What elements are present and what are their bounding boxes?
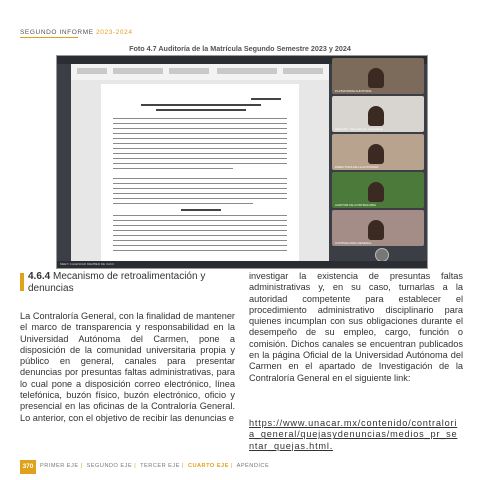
participant-video-tile (332, 96, 424, 132)
photo-document-area (71, 80, 329, 261)
participant-video-tile (332, 134, 424, 170)
participant-video-tile (332, 58, 424, 94)
nav-cuarto-eje[interactable]: CUARTO EJE (187, 463, 229, 469)
meeting-label: MEET: CALENDAR MEMBER DE UACC (60, 262, 115, 266)
participant-video-tile (332, 210, 424, 246)
avatar (375, 248, 389, 262)
participant-label: CONTRALORIA GENERAL (335, 241, 372, 245)
photo-document-toolbar (71, 64, 329, 81)
report-title: SEGUNDO INFORME (20, 29, 94, 36)
participant-label: UNACAR - Dirección de Contraloría (335, 127, 383, 131)
section-heading (28, 271, 238, 294)
denuncias-link[interactable]: https://www.unacar.mx/contenido/contraloria_general/quejasydenuncias/medios_pr_sentar_quejas.html. (249, 418, 458, 451)
footer-navigation: PRIMER EJE | SEGUNDO EJE | TERCER EJE | CUARTO EJE | APÉNDICE (40, 463, 270, 469)
page-number: 370 (20, 460, 36, 474)
body-text-right: investigar la existencia de presuntas faltas administrativas y, en su caso, turnarlas a la autoridad competente para establecer el procedimiento administrativo disciplinario para quienes incumplan con sus obligaciones durante el desempeño de su empleo, cargo, función o comisión. Dichos canales se encuentran publicados en la página Oficial de la Universidad Autónoma del Carmen en el apartado de Investigación de la Contraloría General en el siguiente link: (249, 271, 463, 383)
nav-primer-eje[interactable]: PRIMER EJE (40, 463, 79, 469)
participant-label: PLATAFORMA AUDITORIA (335, 89, 372, 93)
header-divider (20, 37, 78, 38)
nav-segundo-eje[interactable]: SEGUNDO EJE (86, 463, 133, 469)
nav-tercer-eje[interactable]: TERCER EJE (140, 463, 180, 469)
report-header (20, 29, 133, 36)
photo-document-page (101, 84, 299, 261)
figure-caption: Foto 4.7 Auditoría de la Matrícula Segundo Semestre 2023 y 2024 (129, 44, 351, 53)
body-text-left: La Contraloría General, con la finalidad de mantener el marco de transparencia y responsabilidad en la Universidad Autónoma del Carmen, pone a disposición de la comunidad universitaria propia y público en general, canales para presentar denuncias por presuntas faltas administrativas, para lo cual pone a disposición correo electrónico, línea telefónica, buzón físico, buzón electrónico, oficio y presencial en las oficinas de la Contraloría General. Lo anterior, con el objetivo de recibir las denuncias e (20, 311, 235, 423)
section-title: Mecanismo de retroalimentación y denuncias (28, 271, 206, 294)
section-accent-bar (20, 273, 24, 291)
participant-video-tile (332, 172, 424, 208)
participant-label: AUDITOR DE CONTRALORIA (335, 203, 376, 207)
audit-meeting-photo (56, 55, 428, 269)
report-year: 2023-2024 (96, 29, 133, 36)
participant-label: DIRECTORA DE LA ACTIVIDAD (335, 165, 379, 169)
section-number: 4.6.4 (28, 271, 51, 282)
nav-apendice[interactable]: APÉNDICE (236, 463, 270, 469)
